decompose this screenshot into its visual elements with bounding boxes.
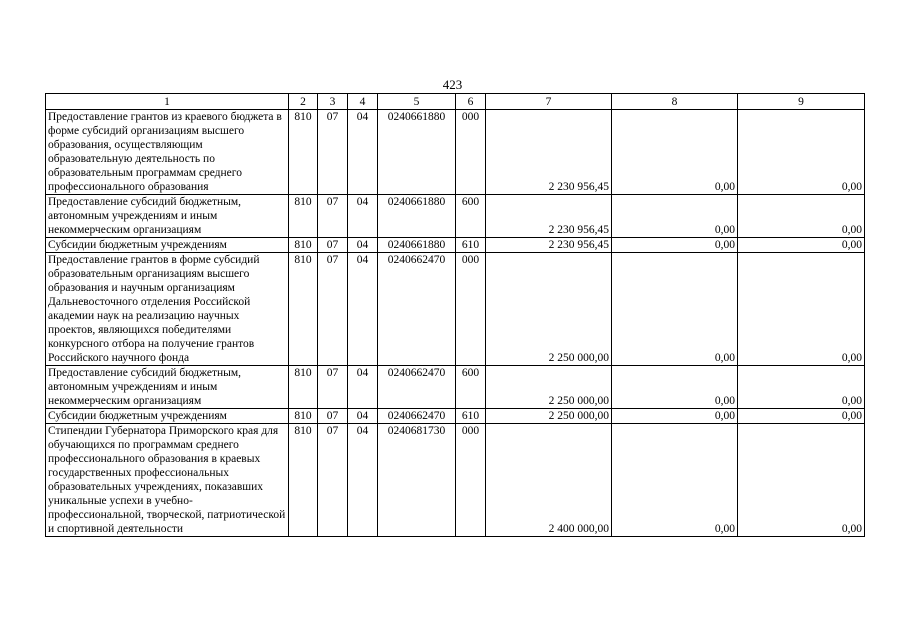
expense-type-code: 000 bbox=[456, 424, 486, 537]
row-description: Предоставление субсидий бюджетным, автономным учреждениям и иным некоммерческим организациям bbox=[46, 195, 289, 238]
row-description: Предоставление грантов из краевого бюджета в форме субсидий организациям высшего образования, осуществляющим образовательную деятельность по образовательным программам среднего профессионального образования bbox=[46, 110, 289, 195]
amount-col-8: 0,00 bbox=[612, 409, 738, 424]
amount-col-9: 0,00 bbox=[738, 409, 865, 424]
row-description: Предоставление субсидий бюджетным, автономным учреждениям и иным некоммерческим организациям bbox=[46, 366, 289, 409]
column-header: 6 bbox=[456, 94, 486, 110]
column-header: 5 bbox=[378, 94, 456, 110]
table-row bbox=[46, 238, 865, 253]
expense-type-code: 610 bbox=[456, 238, 486, 253]
section-code: 07 bbox=[318, 424, 348, 537]
table-row bbox=[46, 424, 865, 537]
amount-col-8: 0,00 bbox=[612, 424, 738, 537]
amount-col-9: 0,00 bbox=[738, 253, 865, 366]
table-row bbox=[46, 366, 865, 409]
ministry-code: 810 bbox=[289, 424, 318, 537]
table-row bbox=[46, 409, 865, 424]
row-description: Предоставление грантов в форме субсидий образовательным организациям высшего образования и научным организациям Дальневосточного отделения Российской академии наук на реализацию научных проектов, являющихся победителями конкурсного отбора на получение грантов Российского научного фонда bbox=[46, 253, 289, 366]
target-article-code: 0240681730 bbox=[378, 424, 456, 537]
subsection-code: 04 bbox=[348, 253, 378, 366]
amount-col-9: 0,00 bbox=[738, 238, 865, 253]
amount-col-7: 2 230 956,45 bbox=[486, 110, 612, 195]
ministry-code: 810 bbox=[289, 366, 318, 409]
section-code: 07 bbox=[318, 195, 348, 238]
column-header: 3 bbox=[318, 94, 348, 110]
amount-col-7: 2 250 000,00 bbox=[486, 366, 612, 409]
ministry-code: 810 bbox=[289, 238, 318, 253]
page-number: 423 bbox=[442, 77, 463, 92]
amount-col-8: 0,00 bbox=[612, 366, 738, 409]
subsection-code: 04 bbox=[348, 424, 378, 537]
row-description: Субсидии бюджетным учреждениям bbox=[46, 409, 289, 424]
table-row bbox=[46, 195, 865, 238]
ministry-code: 810 bbox=[289, 253, 318, 366]
section-code: 07 bbox=[318, 409, 348, 424]
target-article-code: 0240661880 bbox=[378, 110, 456, 195]
amount-col-9: 0,00 bbox=[738, 366, 865, 409]
column-header: 8 bbox=[612, 94, 738, 110]
expense-type-code: 610 bbox=[456, 409, 486, 424]
target-article-code: 0240661880 bbox=[378, 238, 456, 253]
subsection-code: 04 bbox=[348, 366, 378, 409]
section-code: 07 bbox=[318, 366, 348, 409]
expense-type-code: 000 bbox=[456, 110, 486, 195]
target-article-code: 0240661880 bbox=[378, 195, 456, 238]
amount-col-9: 0,00 bbox=[738, 195, 865, 238]
column-header: 1 bbox=[46, 94, 289, 110]
target-article-code: 0240662470 bbox=[378, 253, 456, 366]
row-description: Стипендии Губернатора Приморского края для обучающихся по программам среднего профессионального образования в краевых государственных профессиональных образовательных учреждениях, показавших уникальные успехи в учебно-профессиональной, творческой, патриотической и спортивной деятельности bbox=[46, 424, 289, 537]
amount-col-8: 0,00 bbox=[612, 110, 738, 195]
target-article-code: 0240662470 bbox=[378, 366, 456, 409]
expense-type-code: 000 bbox=[456, 253, 486, 366]
amount-col-8: 0,00 bbox=[612, 195, 738, 238]
section-code: 07 bbox=[318, 110, 348, 195]
column-header: 7 bbox=[486, 94, 612, 110]
section-code: 07 bbox=[318, 238, 348, 253]
row-description: Субсидии бюджетным учреждениям bbox=[46, 238, 289, 253]
expense-type-code: 600 bbox=[456, 195, 486, 238]
amount-col-8: 0,00 bbox=[612, 238, 738, 253]
amount-col-7: 2 250 000,00 bbox=[486, 253, 612, 366]
header-row bbox=[46, 94, 865, 110]
ministry-code: 810 bbox=[289, 110, 318, 195]
ministry-code: 810 bbox=[289, 409, 318, 424]
amount-col-7: 2 230 956,45 bbox=[486, 238, 612, 253]
amount-col-7: 2 250 000,00 bbox=[486, 409, 612, 424]
amount-col-9: 0,00 bbox=[738, 424, 865, 537]
column-header: 9 bbox=[738, 94, 865, 110]
amount-col-7: 2 400 000,00 bbox=[486, 424, 612, 537]
subsection-code: 04 bbox=[348, 238, 378, 253]
ministry-code: 810 bbox=[289, 195, 318, 238]
amount-col-8: 0,00 bbox=[612, 253, 738, 366]
column-header: 2 bbox=[289, 94, 318, 110]
column-header: 4 bbox=[348, 94, 378, 110]
table-row bbox=[46, 110, 865, 195]
budget-table bbox=[45, 93, 865, 537]
subsection-code: 04 bbox=[348, 195, 378, 238]
subsection-code: 04 bbox=[348, 110, 378, 195]
section-code: 07 bbox=[318, 253, 348, 366]
target-article-code: 0240662470 bbox=[378, 409, 456, 424]
amount-col-9: 0,00 bbox=[738, 110, 865, 195]
expense-type-code: 600 bbox=[456, 366, 486, 409]
table-row bbox=[46, 253, 865, 366]
amount-col-7: 2 230 956,45 bbox=[486, 195, 612, 238]
subsection-code: 04 bbox=[348, 409, 378, 424]
